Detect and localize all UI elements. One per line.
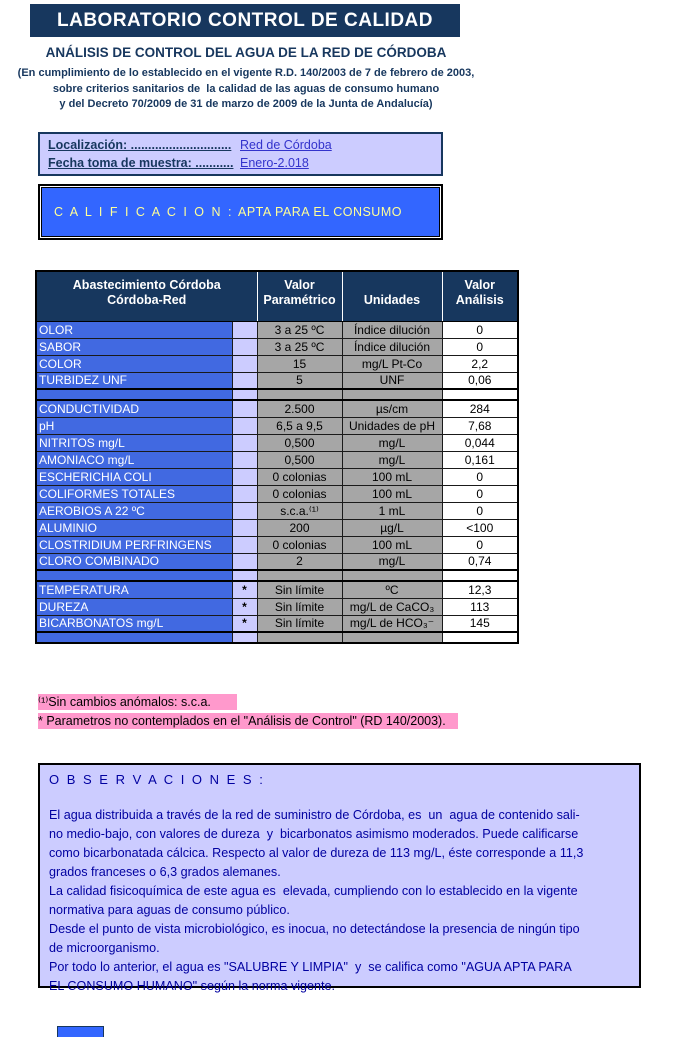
parametric-value-cell: 6,5 a 9,5 [257,417,342,434]
table-row [36,615,518,632]
units-cell: mg/L [342,553,442,570]
observations-line: como bicarbonatada cálcica. Respecto al valor de dureza de 113 mg/L, éste corresponde a 11,3 [49,846,584,860]
units-cell: 1 mL [342,502,442,519]
observations-line: EL CONSUMO HUMANO" según la norma vigente. [49,979,336,993]
table-row [36,417,518,434]
spacer-row [36,389,518,400]
parametric-value-cell: 3 a 25 ºC [257,338,342,355]
parametric-value-cell: 200 [257,519,342,536]
analysis-value-cell: 0 [442,536,518,553]
parametric-value-cell: 0 colonias [257,536,342,553]
spacer-cell [257,570,342,581]
observations-line: de microorganismo. [49,941,160,955]
location-label: Localización: ............................. [48,138,232,152]
column-header-limit-line2: Paramétrico [263,293,336,307]
table-row [36,502,518,519]
spacer-cell [232,389,257,400]
units-cell: Índice dilución [342,321,442,338]
spacer-cell [442,632,518,643]
table-row [36,581,518,598]
footnote-sca-text: ⁽¹⁾Sin cambios anómalos: s.c.a. [38,694,237,710]
qualification-box [38,184,443,240]
units-cell: UNF [342,372,442,389]
table-row [36,338,518,355]
analysis-value-cell: 0 [442,338,518,355]
parameter-name-cell: TURBIDEZ UNF [36,372,232,389]
table-row [36,598,518,615]
units-cell: Unidades de pH [342,417,442,434]
parameter-name-cell: AMONIACO mg/L [36,451,232,468]
units-cell: 100 mL [342,536,442,553]
parameter-name-cell: BICARBONATOS mg/L [36,615,232,632]
spacer-row [36,632,518,643]
footnote-asterisk-text: * Parametros no contemplados en el "Análisis de Control" (RD 140/2003). [38,713,458,729]
analysis-value-cell: 0 [442,485,518,502]
units-cell: µg/L [342,519,442,536]
units-cell: 100 mL [342,485,442,502]
parameter-flag-cell [232,372,257,389]
analysis-value-cell: 0 [442,468,518,485]
table-row [36,519,518,536]
sample-date-label: Fecha toma de muestra: ........... [48,156,234,170]
observations-line: Desde el punto de vista microbiológico, es inocua, no detectándose la presencia de ningún tipo [49,922,580,936]
spacer-cell [342,570,442,581]
units-cell: mg/L [342,434,442,451]
location-row [48,136,441,154]
spacer-row [36,570,518,581]
observations-line: grados franceses o 6,3 grados alemanes. [49,865,281,879]
footnotes [38,694,458,732]
legal-line: y del Decreto 70/2009 de 31 de marzo de 2009 de la Junta de Andalucía) [59,98,433,110]
spacer-cell [36,632,232,643]
table-row [36,400,518,417]
parametric-value-cell: 0 colonias [257,468,342,485]
analysis-value-cell: 7,68 [442,417,518,434]
sample-date-value: Enero-2.018 [240,156,309,170]
parameter-name-cell: AEROBIOS A 22 ºC [36,502,232,519]
column-header-limit-line1: Valor [284,278,315,292]
observations-title: O B S E R V A C I O N E S : [49,772,265,787]
parameter-flag-cell [232,553,257,570]
table-row [36,536,518,553]
spacer-cell [342,632,442,643]
parameter-name-cell: pH [36,417,232,434]
table-row [36,485,518,502]
analysis-value-cell: 0 [442,502,518,519]
location-value: Red de Córdoba [240,138,332,152]
parameter-name-cell: NITRITOS mg/L [36,434,232,451]
column-header-units-label: Unidades [363,293,421,307]
units-cell: mg/L de HCO₃⁻ [342,615,442,632]
header-row [36,271,518,321]
spacer-cell [442,389,518,400]
parameter-flag-cell [232,321,257,338]
parametric-value-cell: Sin límite [257,615,342,632]
parametric-value-cell: 2 [257,553,342,570]
table-row [36,434,518,451]
units-cell: mg/L de CaCO₃ [342,598,442,615]
analysis-value-cell: 2,2 [442,355,518,372]
spacer-cell [257,632,342,643]
observations-box [38,763,641,993]
parameter-name-cell: CONDUCTIVIDAD [36,400,232,417]
parameter-name-cell: OLOR [36,321,232,338]
report-subtitle: ANÁLISIS DE CONTROL DEL AGUA DE LA RED DE CÓRDOBA [45,45,447,60]
analysis-value-cell: 0,74 [442,553,518,570]
page-title: LABORATORIO CONTROL DE CALIDAD [57,9,433,31]
parameter-name-cell: CLOSTRIDIUM PERFRINGENS [36,536,232,553]
parameter-name-cell: COLOR [36,355,232,372]
parameter-flag-cell: * [232,598,257,615]
units-cell: 100 mL [342,468,442,485]
parameter-flag-cell: * [232,615,257,632]
observations-line: Por todo lo anterior, el agua es "SALUBRE Y LIMPIA" y se califica como "AGUA APTA PARA [49,960,572,974]
table-row [36,451,518,468]
legal-line: sobre criterios sanitarios de la calidad de las aguas de consumo humano [52,82,440,95]
parameter-name-cell: COLIFORMES TOTALES [36,485,232,502]
column-header-parameter [36,271,257,321]
column-header-parametric-value [257,271,342,321]
results-table [35,270,519,644]
results-table-body [36,321,518,643]
parameter-name-cell: CLORO COMBINADO [36,553,232,570]
table-row [36,321,518,338]
table-row [36,372,518,389]
observations-line: El agua distribuida a través de la red de suministro de Córdoba, es un agua de contenido sali- [49,808,580,822]
parametric-value-cell: 15 [257,355,342,372]
table-row [36,553,518,570]
legal-line: (En cumplimiento de lo establecido en el vigente R.D. 140/2003 de 7 de febrero de 2003, [17,67,475,79]
parameter-flag-cell: * [232,581,257,598]
results-table-header [36,271,518,321]
analysis-value-cell: 12,3 [442,581,518,598]
table-row [36,468,518,485]
parametric-value-cell: 0,500 [257,451,342,468]
column-header-parameter-line2: Córdoba-Red [107,293,187,307]
analysis-value-cell: 284 [442,400,518,417]
analysis-value-cell: <100 [442,519,518,536]
parametric-value-cell: 0,500 [257,434,342,451]
parametric-value-cell: 5 [257,372,342,389]
analysis-value-cell: 0,161 [442,451,518,468]
qualification-value: APTA PARA EL CONSUMO [238,205,402,219]
parameter-flag-cell [232,400,257,417]
units-cell: µs/cm [342,400,442,417]
observations-line: La calidad fisicoquímica de este agua es elevada, cumpliendo con lo establecido en la vigente [49,884,578,898]
parameter-flag-cell [232,536,257,553]
spacer-cell [442,570,518,581]
units-cell: mg/L [342,451,442,468]
parameter-flag-cell [232,417,257,434]
analysis-value-cell: 0,06 [442,372,518,389]
observations-line: normativa para aguas de consumo público. [49,903,290,917]
observations-line: no medio-bajo, con valores de dureza y bicarbonatos asimismo moderados. Puede calificarse [49,827,579,841]
parameter-flag-cell [232,485,257,502]
column-header-analysis-line2: Análisis [455,293,504,307]
qualification-inner [41,187,440,237]
parameter-name-cell: ALUMINIO [36,519,232,536]
table-row [36,355,518,372]
analysis-value-cell: 145 [442,615,518,632]
parametric-value-cell: 3 a 25 ºC [257,321,342,338]
qualification-label: C A L I F I C A C I O N : [54,205,234,219]
parameter-flag-cell [232,434,257,451]
sample-date-row [48,154,441,172]
parameter-flag-cell [232,338,257,355]
parametric-value-cell: Sin límite [257,581,342,598]
analysis-value-cell: 113 [442,598,518,615]
column-header-units [342,271,442,321]
spacer-cell [342,389,442,400]
analysis-value-cell: 0 [442,321,518,338]
parameter-name-cell: TEMPERATURA [36,581,232,598]
parametric-value-cell: 2.500 [257,400,342,417]
column-header-analysis-value [442,271,518,321]
units-cell: ºC [342,581,442,598]
parametric-value-cell: s.c.a.⁽¹⁾ [257,502,342,519]
spacer-cell [232,632,257,643]
parameter-name-cell: DUREZA [36,598,232,615]
parameter-flag-cell [232,355,257,372]
report-header [0,45,492,113]
sample-info-box [38,132,443,176]
units-cell: mg/L Pt-Co [342,355,442,372]
units-cell: Índice dilución [342,338,442,355]
parameter-flag-cell [232,468,257,485]
column-header-analysis-line1: Valor [464,278,496,292]
parameter-name-cell: ESCHERICHIA COLI [36,468,232,485]
spacer-cell [36,570,232,581]
footnote-sca [38,694,458,710]
analysis-value-cell: 0,044 [442,434,518,451]
observations-text [49,806,630,996]
title-banner [30,4,460,37]
footnote-asterisk [38,713,458,729]
column-header-parameter-line1: Abastecimiento Córdoba [72,278,221,292]
spacer-cell [257,389,342,400]
spacer-cell [232,570,257,581]
parametric-value-cell: Sin límite [257,598,342,615]
parameter-name-cell: SABOR [36,338,232,355]
parameter-flag-cell [232,451,257,468]
spacer-cell [36,389,232,400]
parameter-flag-cell [232,519,257,536]
parameter-flag-cell [232,502,257,519]
cutoff-box [57,1026,104,1037]
parametric-value-cell: 0 colonias [257,485,342,502]
